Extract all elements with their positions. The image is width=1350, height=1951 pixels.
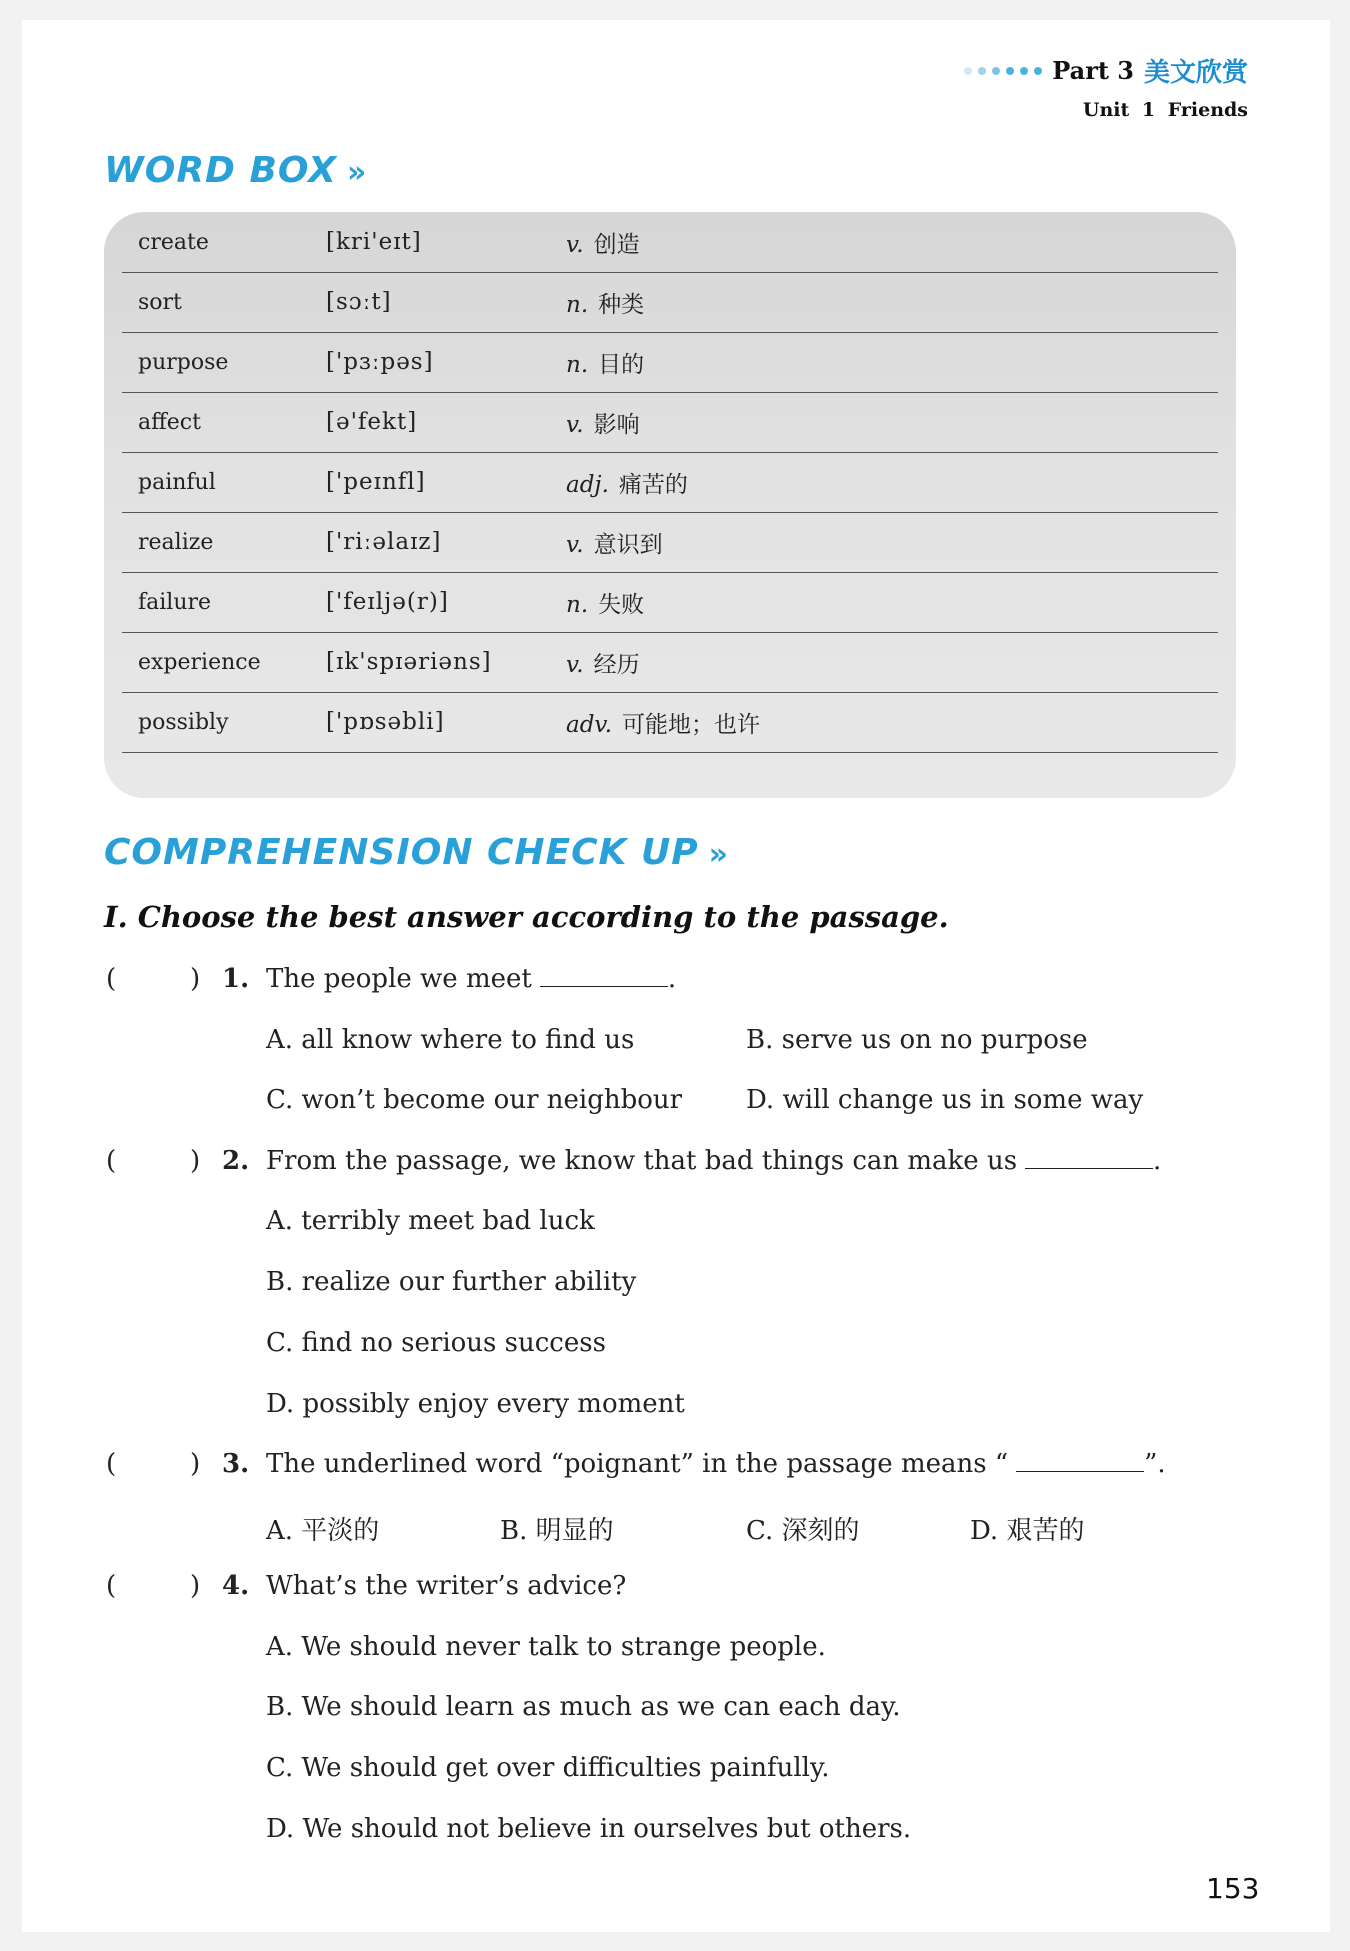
question-tail: . [667,964,677,994]
answer-paren-close: ) [190,1146,201,1176]
option: B. 明显的 [500,1516,614,1546]
part-of-speech: n. [566,591,589,618]
meaning: 创造 [593,231,640,258]
word-row [122,332,1218,393]
meaning: 可能地；也许 [622,711,761,738]
meaning: 影响 [593,411,640,438]
option: D. will change us in some way [746,1085,1144,1115]
question-tail: ”. [1144,1449,1166,1479]
comprehension-title [104,832,729,873]
answer-paren-open: ( [106,1146,117,1176]
answer-paren-close: ) [190,1449,201,1479]
part-of-speech: v. [566,231,584,258]
question-tail: . [1153,1146,1162,1176]
question-number: 2. [222,1146,250,1176]
question-number: 3. [222,1449,250,1479]
word-row [122,392,1218,453]
option: A. terribly meet bad luck [266,1206,595,1236]
option: C. 深刻的 [746,1516,860,1546]
question-stem: What’s the writer’s advice? [266,1571,627,1601]
unit-title: Friends [1167,99,1248,121]
meaning: 意识到 [593,531,663,558]
part-title: 美文欣赏 [1143,58,1248,88]
phonetic: ['pɒsəbli] [326,709,445,735]
phonetic: ['pɜːpəs] [326,349,434,375]
part-of-speech: adv. [566,711,613,738]
word: experience [138,649,261,675]
word: possibly [138,709,229,735]
question-stem: The people we meet [266,964,532,994]
instruction: I. Choose the best answer according to the passage. [104,900,949,934]
word: failure [138,589,212,615]
question-stem: The underlined word “poignant” in the passage means “ [266,1449,1009,1479]
chevron-right-icon: » [708,837,729,872]
option: C. won’t become our neighbour [266,1085,683,1115]
word: painful [138,469,216,495]
word: purpose [138,349,229,375]
question-text [266,1571,626,1601]
phonetic: ['riːəlaɪz] [326,529,442,555]
unit-label: Unit 1 [1082,99,1156,121]
option: D. possibly enjoy every moment [266,1389,685,1419]
page-number: 153 [1206,1872,1260,1905]
option: C. find no serious success [266,1328,606,1358]
part-of-speech: n. [566,351,589,378]
option: A. all know where to find us [266,1025,635,1055]
meaning: 种类 [598,291,645,318]
option: B. realize our further ability [266,1267,637,1297]
option: D. 艰苦的 [970,1516,1085,1546]
part-of-speech: v. [566,531,584,558]
word-box-title [104,150,367,191]
answer-paren-open: ( [106,1449,117,1479]
option: A. 平淡的 [266,1516,380,1546]
word-row [122,572,1218,633]
question-stem: From the passage, we know that bad things can make us [266,1146,1018,1176]
word-row [122,272,1218,333]
question-text [266,1449,1166,1479]
word-row [122,512,1218,573]
word-row [122,692,1218,753]
word-box [104,212,1236,798]
answer-paren-close: ) [190,1571,201,1601]
part-of-speech: v. [566,651,584,678]
word-row [122,212,1218,273]
phonetic: [kri'eɪt] [326,229,422,255]
option: D. We should not believe in ourselves but others. [266,1814,912,1844]
phonetic: [sɔːt] [326,289,392,315]
phonetic: [ɪk'spɪəriəns] [326,649,492,675]
option: B. We should learn as much as we can each day. [266,1692,901,1722]
part-of-speech: adj. [566,471,609,498]
chevron-right-icon: » [346,155,368,190]
part-of-speech: v. [566,411,584,438]
word: realize [138,529,214,555]
meaning: 经历 [593,651,640,678]
question-text [266,964,676,994]
meaning: 目的 [598,351,645,378]
answer-paren-open: ( [106,1571,117,1601]
answer-paren-open: ( [106,964,117,994]
meaning: 痛苦的 [618,471,688,498]
question-number: 1. [222,964,250,994]
option: C. We should get over difficulties painfully. [266,1753,830,1783]
answer-blank [540,964,668,987]
page-header [964,52,1248,121]
meaning: 失败 [598,591,645,618]
phonetic: ['feɪljə(r)] [326,589,449,615]
option: B. serve us on no purpose [746,1025,1088,1055]
part-of-speech: n. [566,291,589,318]
comprehension-title-text: COMPREHENSION CHECK UP [104,832,699,873]
word: sort [138,289,182,315]
word: create [138,229,209,255]
word-row [122,632,1218,693]
word: affect [138,409,201,435]
phonetic: ['peɪnfl] [326,469,426,495]
answer-paren-close: ) [190,964,201,994]
word-row [122,452,1218,513]
phonetic: [ə'fekt] [326,409,418,435]
dots-decoration [964,67,1042,75]
question-number: 4. [222,1571,250,1601]
option: A. We should never talk to strange people. [266,1632,826,1662]
answer-blank [1025,1146,1153,1169]
answer-blank [1016,1449,1144,1472]
question-text [266,1146,1161,1176]
part-label: Part 3 [1052,56,1134,85]
word-box-title-text: WORD BOX [104,150,337,191]
